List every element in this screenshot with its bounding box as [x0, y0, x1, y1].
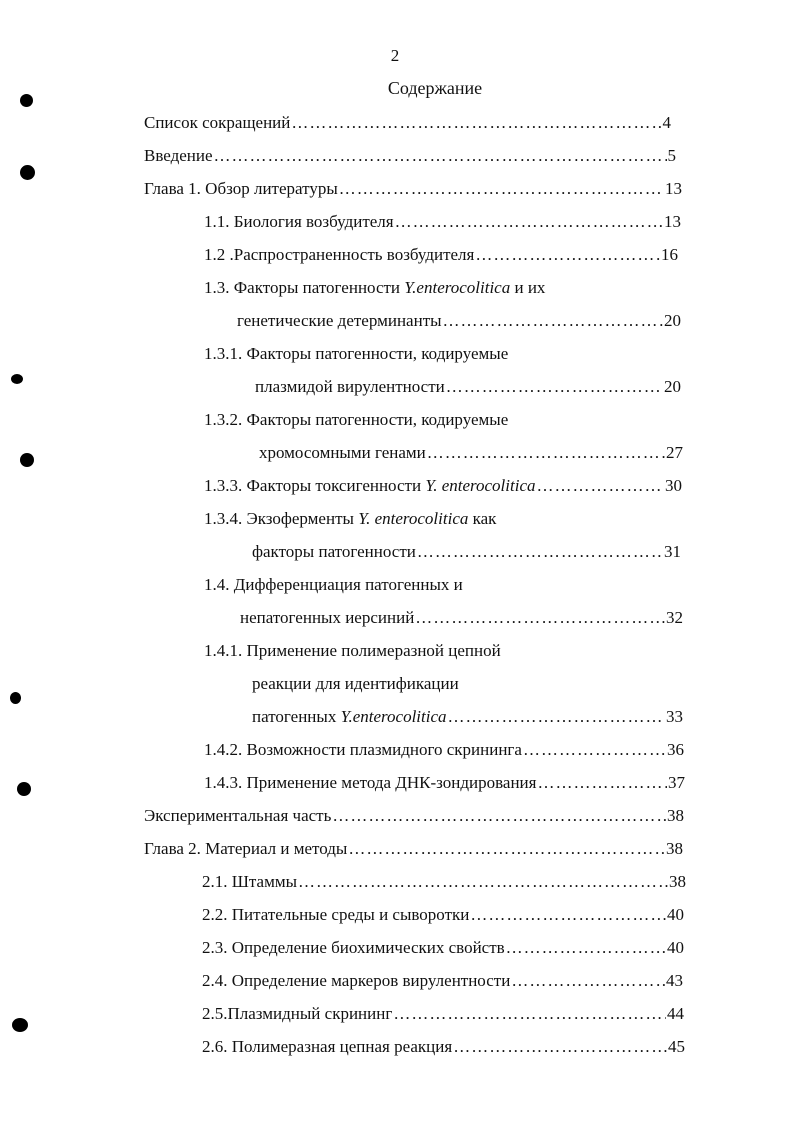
toc-page-number: 5	[667, 146, 676, 165]
toc-page-number: 37	[668, 773, 685, 792]
dot-leader	[470, 904, 666, 926]
toc-entry-1-4-1-heading-cont: реакции для идентификации	[252, 674, 459, 693]
scan-speck	[20, 94, 33, 107]
toc-entry-1-3-2-heading: 1.3.2. Факторы патогенности, кодируемые	[204, 410, 509, 429]
toc-entry-1-4-heading: 1.4. Дифференциация патогенных и	[204, 575, 463, 594]
scan-speck	[20, 453, 34, 467]
toc-entry-2-2: 2.2. Питательные среды и сыворотки ……………………………………………………………………………………………………………………………………………………………………………………… 40	[202, 904, 684, 926]
toc-entry-1-4-1-heading: 1.4.1. Применение полимеразной цепной	[204, 641, 501, 660]
toc-page-number: 32	[666, 608, 683, 627]
toc-entry-experimental: Экспериментальная часть ……………………………………………………………………………………………………………………………………………………………………………………… 38	[144, 805, 684, 827]
toc-page-number: 13	[664, 212, 681, 231]
toc-page-number: 44	[667, 1004, 684, 1023]
dot-leader	[214, 145, 667, 167]
dot-leader	[417, 541, 663, 563]
dot-leader	[446, 376, 663, 398]
toc-page-number: 31	[664, 542, 681, 561]
dot-leader	[395, 211, 663, 233]
scan-speck	[11, 374, 23, 384]
toc-entry-abbreviations: Список сокращений ……………………………………………………………………………………………………………………………………………………………………………………… 4	[144, 112, 671, 134]
toc-entry-1-4-3: 1.4.3. Применение метода ДНК-зондирования ……………………………………………………………………………………………………………………………………………………………………………………… 37	[204, 772, 685, 794]
toc-entry-1-3-2: хромосомными генами ……………………………………………………………………………………………………………………………………………………………………………………… 27	[259, 442, 683, 464]
dot-leader	[506, 937, 666, 959]
toc-page-number: 43	[666, 971, 683, 990]
toc-page-number: 33	[666, 707, 683, 726]
dot-leader	[393, 1003, 666, 1025]
toc-page-number: 38	[669, 872, 686, 891]
toc-entry-1-3-4: факторы патогенности ……………………………………………………………………………………………………………………………………………………………………………………… 31	[252, 541, 681, 563]
toc-page-number: 38	[667, 806, 684, 825]
dot-leader	[453, 1036, 667, 1058]
dot-leader	[298, 871, 668, 893]
toc-page-number: 16	[661, 245, 678, 264]
toc-entry-2-4: 2.4. Определение маркеров вирулентности ……………………………………………………………………………………………………………………………………………………………………………………… 43	[202, 970, 683, 992]
toc-page-number: 4	[662, 113, 671, 132]
dot-leader	[332, 805, 666, 827]
toc-entry-chapter-2: Глава 2. Материал и методы ……………………………………………………………………………………………………………………………………………………………………………………… 38	[144, 838, 683, 860]
dot-leader	[415, 607, 665, 629]
dot-leader	[511, 970, 665, 992]
dot-leader	[443, 310, 663, 332]
toc-page-number: 13	[665, 179, 682, 198]
toc-page-number: 38	[666, 839, 683, 858]
dot-leader	[523, 739, 666, 761]
toc-entry-1-3-heading: 1.3. Факторы патогенности Y.enterocolitica и их	[204, 278, 546, 297]
toc-page-number: 27	[666, 443, 683, 462]
toc-entry-1-3-1-heading: 1.3.1. Факторы патогенности, кодируемые	[204, 344, 509, 363]
toc-entry-1-3-3: 1.3.3. Факторы токсигенности Y. enterocolitica ……………………………………………………………………………………………………………………………………………………………………………………… 30	[204, 475, 682, 497]
toc-page-number: 20	[664, 311, 681, 330]
toc-entry-1-4: непатогенных иерсиний ……………………………………………………………………………………………………………………………………………………………………………………… 32	[240, 607, 683, 629]
toc-entry-1-3: генетические детерминанты ……………………………………………………………………………………………………………………………………………………………………………………… 20	[237, 310, 681, 332]
toc-entry-2-5: 2.5.Плазмидный скрининг ……………………………………………………………………………………………………………………………………………………………………………………… 44	[202, 1003, 684, 1025]
toc-page-number: 40	[667, 905, 684, 924]
page-number: 2	[390, 46, 400, 65]
toc-page-number: 20	[664, 377, 681, 396]
toc-entry-introduction: Введение ……………………………………………………………………………………………………………………………………………………………………………………… 5	[144, 145, 676, 167]
toc-entry-1-2: 1.2 .Распространенность возбудителя ……………………………………………………………………………………………………………………………………………………………………………………… 16	[204, 244, 678, 266]
dot-leader	[348, 838, 665, 860]
toc-entry-2-1: 2.1. Штаммы ……………………………………………………………………………………………………………………………………………………………………………………… 38	[202, 871, 686, 893]
toc-entry-1-3-1: плазмидой вирулентности ……………………………………………………………………………………………………………………………………………………………………………………… 20	[255, 376, 681, 398]
dot-leader	[448, 706, 665, 728]
toc-title: Содержание	[387, 78, 483, 98]
dot-leader	[537, 772, 667, 794]
toc-page-number: 30	[665, 476, 682, 495]
toc-entry-chapter-1: Глава 1. Обзор литературы ……………………………………………………………………………………………………………………………………………………………………………………… 13	[144, 178, 682, 200]
scan-speck	[17, 782, 31, 796]
dot-leader	[291, 112, 661, 134]
toc-entry-1-1: 1.1. Биология возбудителя ……………………………………………………………………………………………………………………………………………………………………………………… 13	[204, 211, 681, 233]
toc-entry-1-4-1: патогенных Y.enterocolitica ……………………………………………………………………………………………………………………………………………………………………………………… 33	[252, 706, 683, 728]
scan-speck	[10, 692, 21, 704]
toc-page-number: 40	[667, 938, 684, 957]
dot-leader	[475, 244, 660, 266]
scan-speck	[20, 165, 35, 180]
toc-entry-2-3: 2.3. Определение биохимических свойств ……………………………………………………………………………………………………………………………………………………………………………………… 40	[202, 937, 684, 959]
toc-page-number: 45	[668, 1037, 685, 1056]
toc-page-number: 36	[667, 740, 684, 759]
toc-entry-2-6: 2.6. Полимеразная цепная реакция ……………………………………………………………………………………………………………………………………………………………………………………… 45	[202, 1036, 685, 1058]
dot-leader	[339, 178, 664, 200]
dot-leader	[427, 442, 665, 464]
toc-entry-1-4-2: 1.4.2. Возможности плазмидного скрининга ……………………………………………………………………………………………………………………………………………………………………………………… 36	[204, 739, 684, 761]
scan-speck	[12, 1018, 28, 1032]
toc-entry-1-3-4-heading: 1.3.4. Экзоферменты Y. enterocolitica как	[204, 509, 497, 528]
dot-leader	[537, 475, 665, 497]
